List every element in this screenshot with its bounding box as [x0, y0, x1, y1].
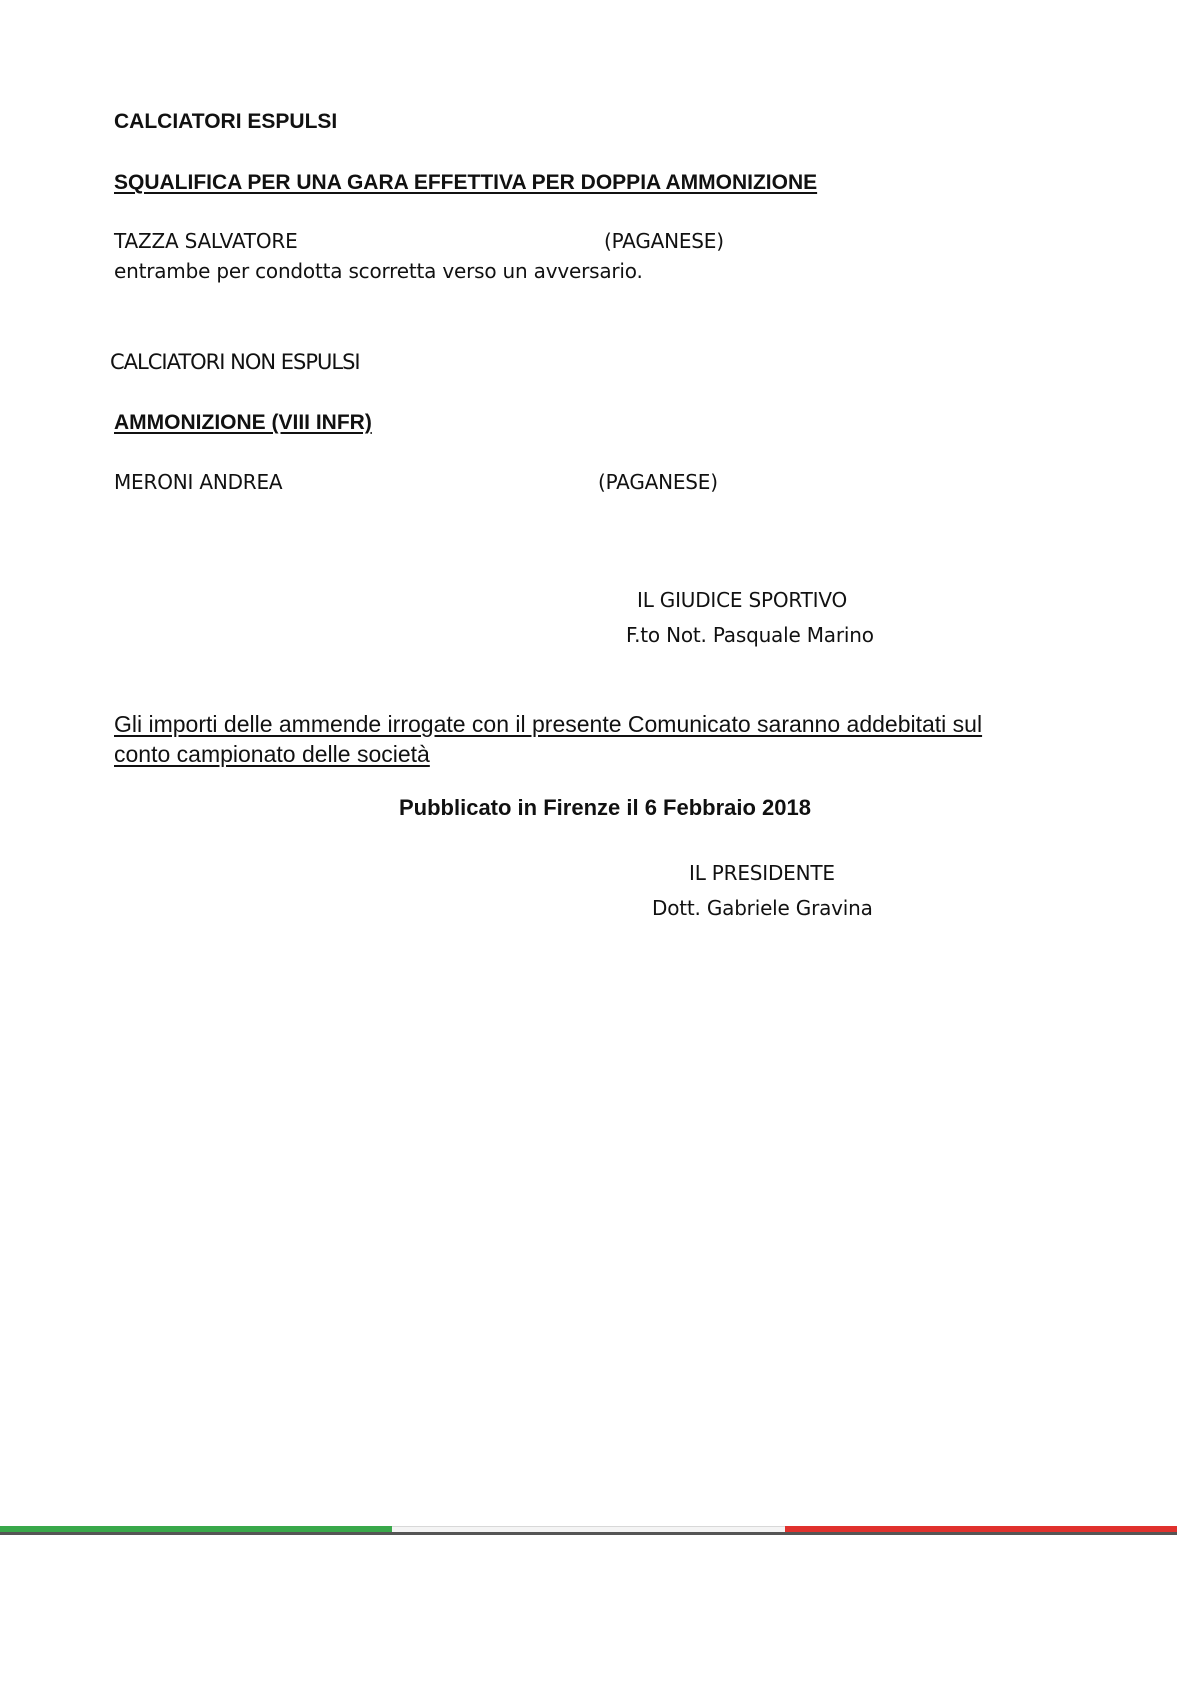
giudice-title: IL GIUDICE SPORTIVO [637, 588, 848, 612]
presidente-title: IL PRESIDENTE [689, 861, 835, 885]
espulsi-player-team: (PAGANESE) [604, 229, 724, 253]
flag-green-segment [0, 1526, 392, 1535]
espulsi-player-reason: entrambe per condotta scorretta verso un avversario. [114, 259, 643, 283]
giudice-signature: F.to Not. Pasquale Marino [626, 623, 874, 647]
presidente-name: Dott. Gabriele Gravina [652, 896, 873, 920]
non-espulsi-heading: CALCIATORI NON ESPULSI [110, 350, 360, 374]
espulsi-heading: CALCIATORI ESPULSI [114, 110, 338, 133]
ammonizione-player-name: MERONI ANDREA [114, 470, 283, 494]
flag-white-segment [392, 1526, 784, 1535]
squalifica-heading: SQUALIFICA PER UNA GARA EFFETTIVA PER DOPPIA AMMONIZIONE [114, 171, 818, 194]
note-line-1: Gli importi delle ammende irrogate con il presente Comunicato saranno addebitati sul [114, 711, 983, 737]
published-line: Pubblicato in Firenze il 6 Febbraio 2018 [399, 795, 811, 820]
espulsi-player-name: TAZZA SALVATORE [114, 229, 298, 253]
note-line-2: conto campionato delle società [114, 741, 430, 767]
ammonizione-heading: AMMONIZIONE (VIII INFR) [114, 411, 372, 434]
ammonizione-player-team: (PAGANESE) [598, 470, 718, 494]
tricolor-footer-bar [0, 1526, 1177, 1535]
flag-red-segment [785, 1526, 1177, 1535]
